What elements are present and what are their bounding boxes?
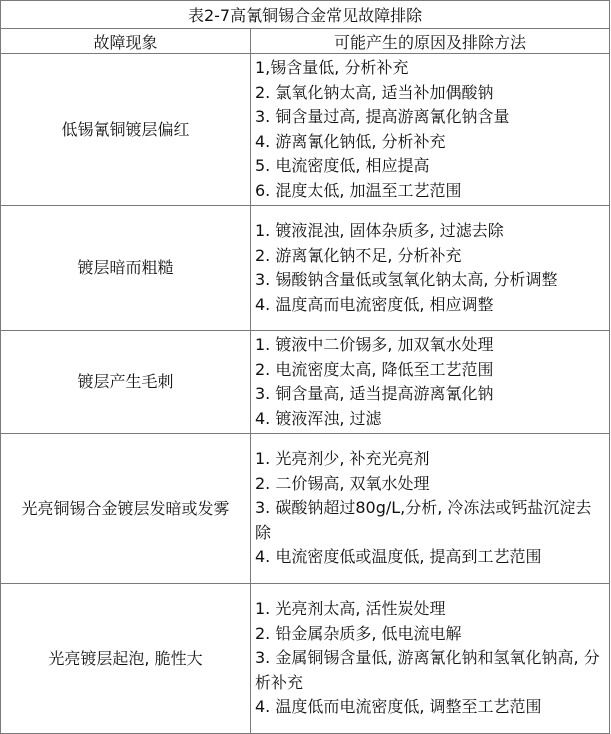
causes-cell bbox=[251, 206, 610, 331]
table-row bbox=[1, 54, 610, 206]
cause-item: 5. 电流密度低, 相应提高 bbox=[255, 156, 430, 175]
cause-item: 2. 氯氧化钠太高, 适当补加偶酸钠 bbox=[255, 82, 494, 102]
cause-item: 3. 铜含量过高, 提高游离氰化钠含量 bbox=[255, 107, 510, 126]
table-title: 表2-7高氰铜锡合金常见故障排除 bbox=[1, 1, 610, 29]
causes-cell bbox=[251, 54, 610, 206]
table-row bbox=[1, 331, 610, 434]
symptom-cell: 镀层产生毛刺 bbox=[1, 331, 251, 434]
cause-item: 2. 电流密度太高, 降低至工艺范围 bbox=[255, 359, 494, 379]
cause-item: 4. 游离氰化钠低, 分析补充 bbox=[255, 131, 446, 151]
cause-item: 3. 金属铜锡含量低, 游离氰化钠和氢氧化钠高, 分析补充 bbox=[255, 648, 600, 692]
cause-item: 3. 锡酸钠含量低或氢氧化钠太高, 分析调整 bbox=[255, 270, 558, 289]
causes-cell bbox=[251, 331, 610, 434]
cause-item: 4. 温度低而电流密度低, 调整至工艺范围 bbox=[255, 697, 542, 717]
cause-item: 1. 镀液中二价锡多, 加双氧水处理 bbox=[255, 335, 494, 354]
cause-item: 4. 温度高而电流密度低, 相应调整 bbox=[255, 294, 494, 314]
cause-item: 6. 混度太低, 加温至工艺范围 bbox=[255, 180, 462, 200]
table-row bbox=[1, 584, 610, 734]
symptom-cell: 光亮铜锡合金镀层发暗或发雾 bbox=[1, 434, 251, 584]
causes-cell bbox=[251, 434, 610, 584]
causes-cell bbox=[251, 584, 610, 734]
header-causes: 可能产生的原因及排除方法 bbox=[251, 29, 610, 54]
symptom-cell: 光亮镀层起泡, 脆性大 bbox=[1, 584, 251, 734]
cause-item: 1. 光亮剂太高, 活性炭处理 bbox=[255, 599, 446, 619]
title-row bbox=[1, 1, 610, 29]
symptom-cell: 镀层暗而粗糙 bbox=[1, 206, 251, 331]
cause-item: 3. 碳酸钠超过80g/L,分析, 冷冻法或钙盐沉淀去除 bbox=[255, 498, 592, 542]
cause-item: 1. 镀液混浊, 固体杂质多, 过滤去除 bbox=[255, 221, 504, 240]
cause-item: 2. 铅金属杂质多, 低电流电解 bbox=[255, 623, 462, 643]
header-symptom: 故障现象 bbox=[1, 29, 251, 54]
cause-item: 1. 光亮剂少, 补充光亮剂 bbox=[255, 449, 430, 469]
cause-item: 4. 镀液浑浊, 过滤 bbox=[255, 408, 382, 428]
cause-item: 4. 电流密度低或温度低, 提高到工艺范围 bbox=[255, 547, 542, 567]
table-row bbox=[1, 434, 610, 584]
cause-item: 1,锡含量低, 分析补充 bbox=[255, 58, 409, 77]
cause-item: 2. 二价锡高, 双氧水处理 bbox=[255, 473, 430, 493]
cause-item: 3. 铜含量高, 适当提高游离氰化钠 bbox=[255, 384, 494, 403]
table-row bbox=[1, 206, 610, 331]
header-row bbox=[1, 29, 610, 54]
cause-item: 2. 游离氰化钠不足, 分析补充 bbox=[255, 245, 462, 265]
symptom-cell: 低锡氰铜镀层偏红 bbox=[1, 54, 251, 206]
